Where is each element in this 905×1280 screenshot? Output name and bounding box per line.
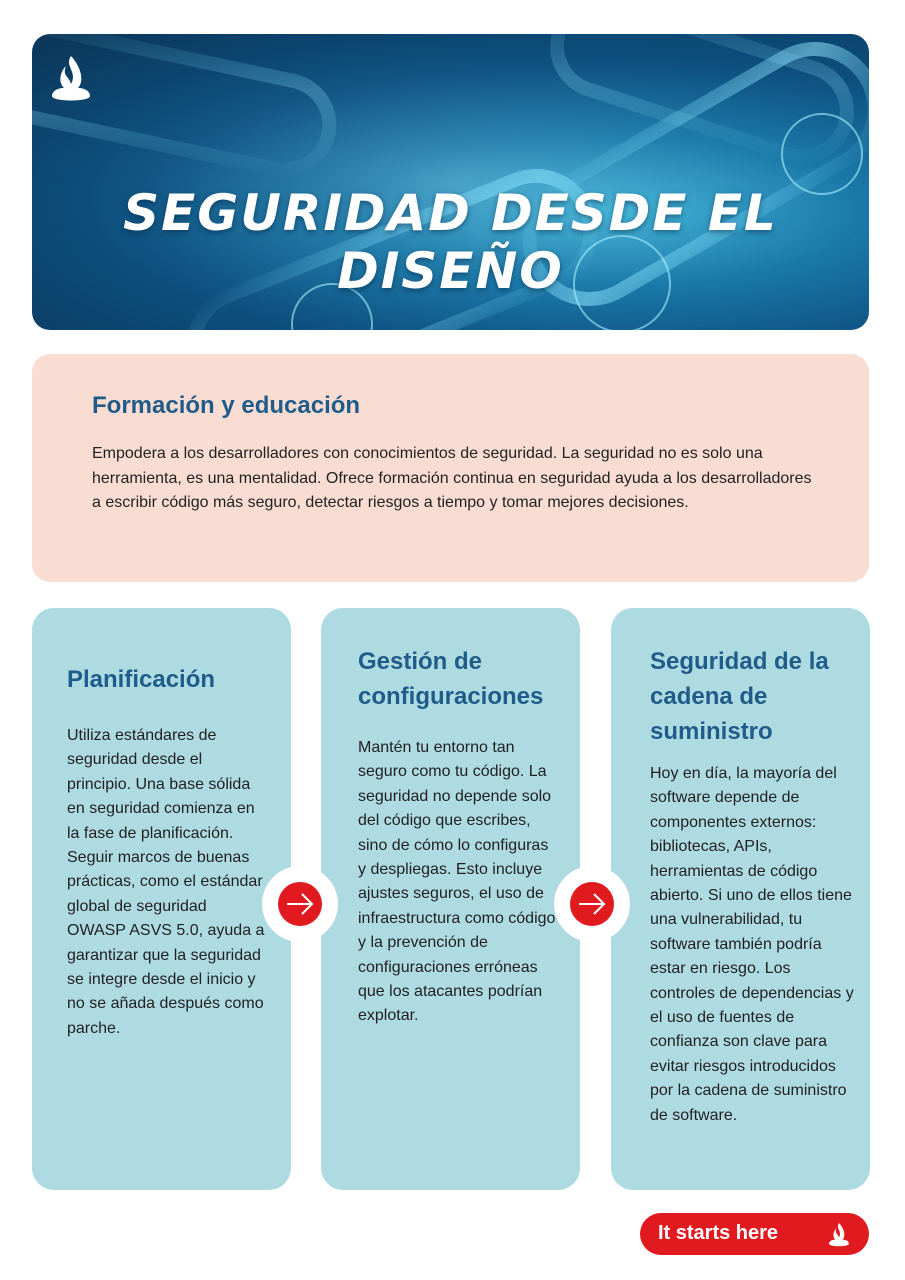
santander-flame-icon (50, 54, 92, 104)
card-body: Mantén tu entorno tan seguro como tu código. La seguridad no depende solo del código que escribes, sino de cómo lo configuras y despliegas. Esto incluye ajustes seguros, el uso de infraestructura como código y la prevención de configuraciones erróneas que los atacantes podrían explotar. (358, 739, 556, 1025)
page-title: SEGURIDAD DESDE EL DISEÑO (123, 184, 778, 300)
arrow-right-icon (278, 882, 322, 926)
card-gestion-configuraciones (321, 608, 580, 1190)
card-heading: Planificación (67, 666, 216, 693)
arrow-right-icon (570, 882, 614, 926)
it-starts-here-badge (640, 1213, 869, 1255)
card-body: Utiliza estándares de seguridad desde el principio. Una base sólida en seguridad comienza en la fase de planificación. Seguir marcos de buenas prácticas, como el estándar global de seguridad OWASP ASVS 5.0, ayuda a garantizar que la seguridad se integre desde el inicio y no se añada después como parche. (67, 727, 265, 1037)
cta-label: It starts here (658, 1222, 779, 1244)
card-heading: Seguridad de la cadena de suministro (650, 648, 829, 745)
arrow-right-connector-2 (554, 866, 630, 942)
arrow-right-connector-1 (262, 866, 338, 942)
intro-panel (32, 354, 869, 582)
card-cadena-suministro (611, 608, 870, 1190)
santander-flame-icon (826, 1222, 852, 1248)
intro-body: Empodera a los desarrolladores con conocimientos de seguridad. La seguridad no es solo una herramienta, es una mentalidad. Ofrece formación continua en seguridad ayuda a los desarrolladores a escribir código más seguro, detectar riesgos a tiempo y tomar mejores decisiones. (92, 445, 812, 511)
intro-heading: Formación y educación (92, 392, 361, 419)
card-heading: Gestión de configuraciones (358, 648, 544, 710)
card-body: Hoy en día, la mayoría del software depende de componentes externos: bibliotecas, APIs, herramientas de código abierto. Si uno de ellos tiene una vulnerabilidad, tu software también podría estar en riesgo. Los controles de dependencias y el uso de fuentes de confianza son clave para evitar riesgos introducidos por la cadena de suministro de software. (650, 765, 854, 1124)
hero-banner (32, 34, 869, 330)
card-planificacion (32, 608, 291, 1190)
